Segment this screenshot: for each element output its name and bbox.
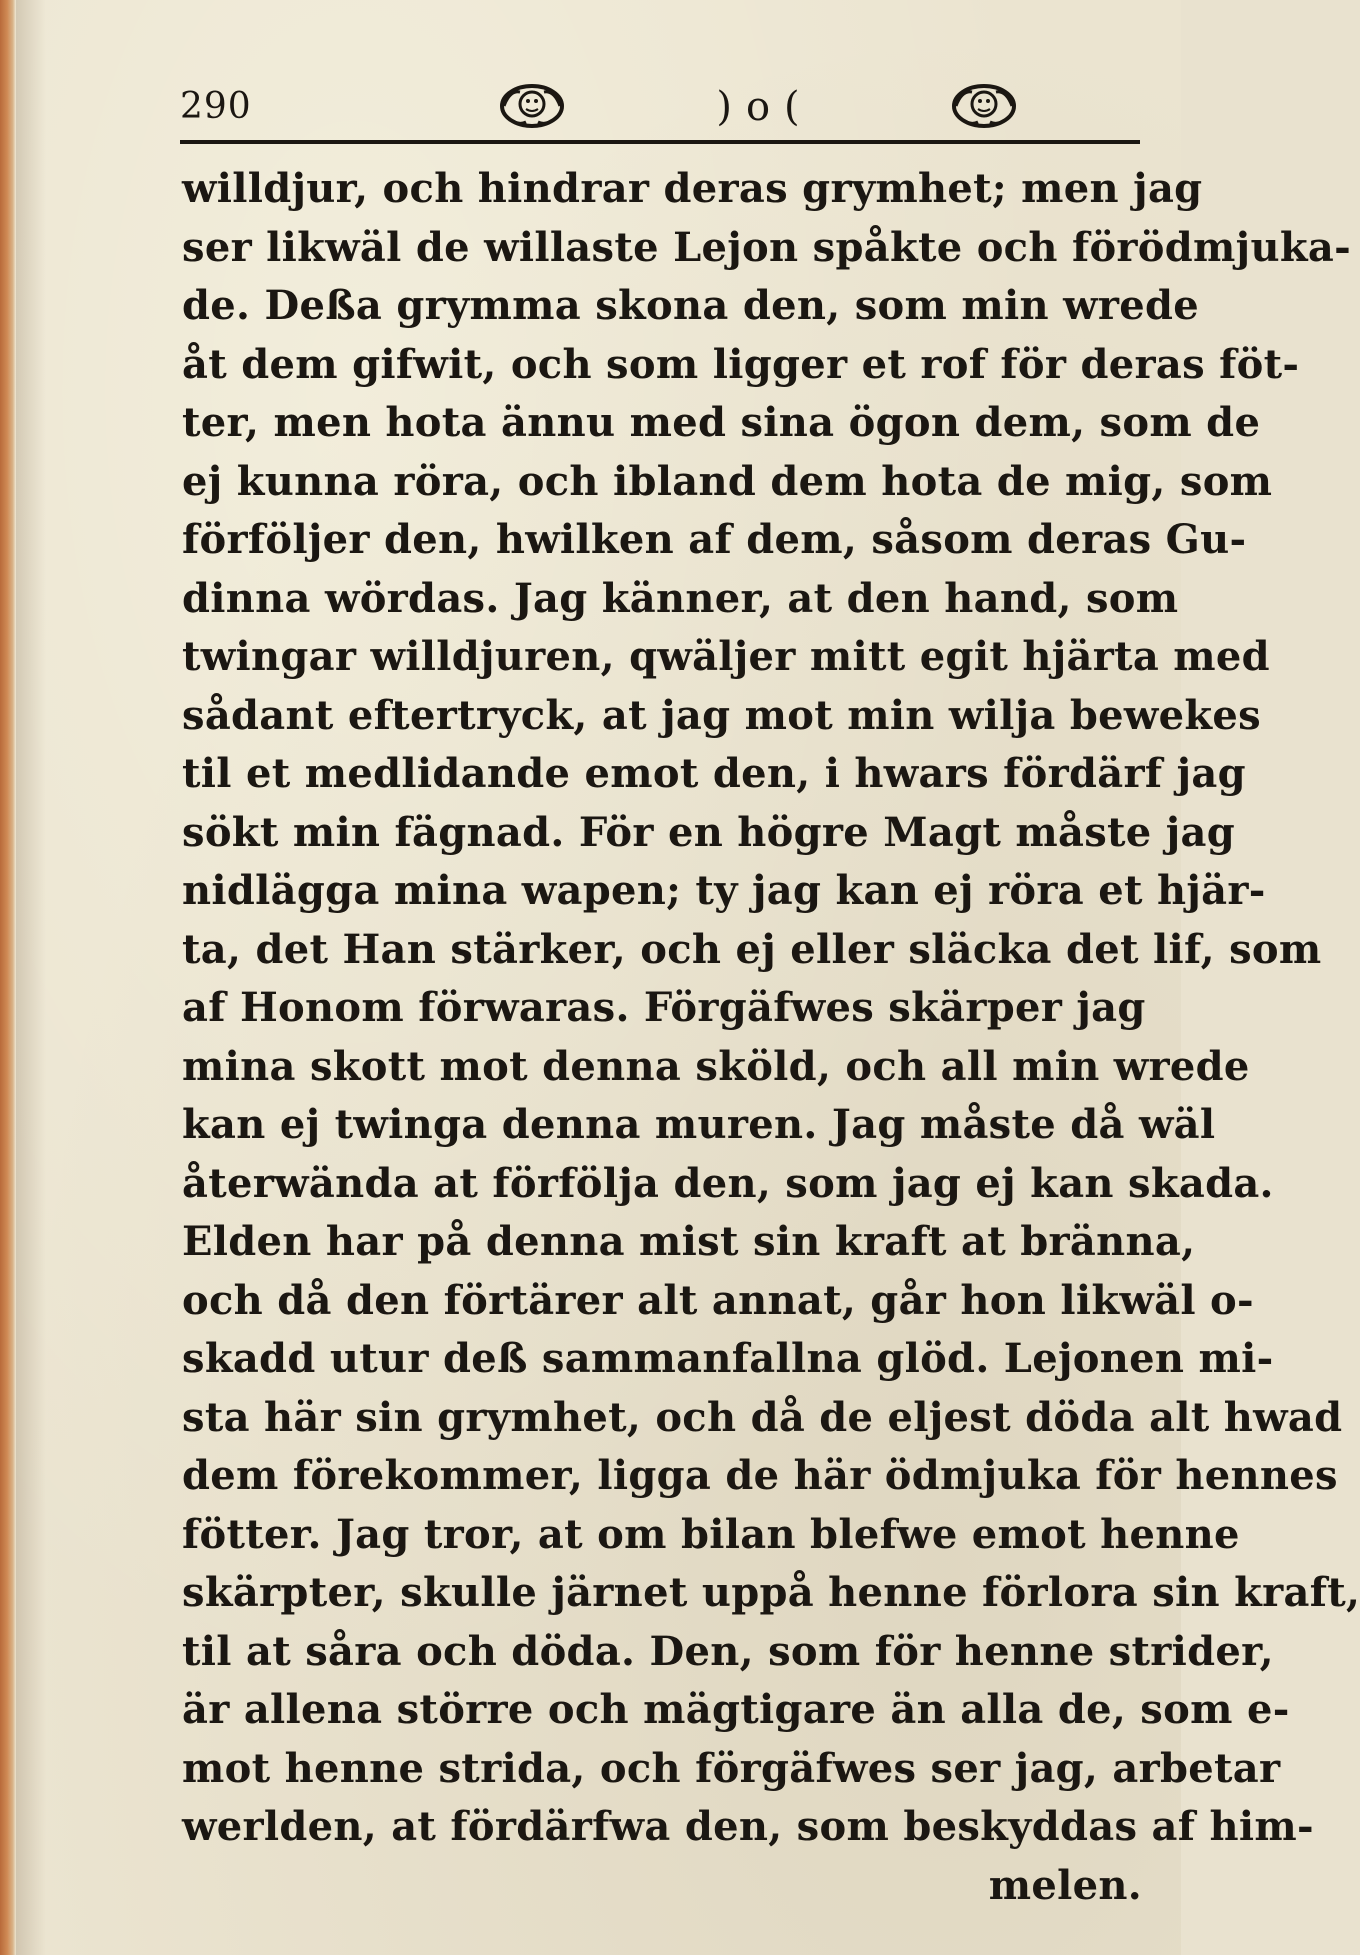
text-line: återwända at förfölja den, som jag ej kan skada. <box>182 1159 1274 1207</box>
header-separator: )o( <box>716 84 814 130</box>
text-line: til at såra och döda. Den, som för henne strider, <box>182 1627 1274 1675</box>
text-line: kan ej twinga denna muren. Jag måste då wäl <box>182 1101 1216 1148</box>
face-ornament-icon <box>950 80 1018 132</box>
running-header <box>180 80 1140 140</box>
text-line: mot henne strida, och förgäfwes ser jag, arbetar <box>182 1744 1281 1792</box>
text-line: de. Deßa grymma skona den, som min wrede <box>182 282 1199 329</box>
text-line: ej kunna röra, och ibland dem hota de mig, som <box>182 457 1273 505</box>
text-line: twingar willdjuren, qwäljer mitt egit hjärta med <box>182 633 1270 680</box>
text-line: åt dem gifwit, och som ligger et rof för deras föt- <box>182 340 1300 388</box>
text-line: skärpter, skulle järnet uppå henne förlora sin kraft, <box>182 1569 1360 1616</box>
page-number: 290 <box>180 86 252 127</box>
text-line-last: melen. <box>988 1861 1142 1909</box>
gutter-shadow <box>16 0 46 1955</box>
text-line: werlden, at fördärfwa den, som beskyddas af him- <box>182 1803 1314 1850</box>
text-line: mina skott mot denna sköld, och all min wrede <box>182 1042 1250 1090</box>
text-line: dinna wördas. Jag känner, at den hand, som <box>182 574 1179 622</box>
text-line: sådant eftertryck, at jag mot min wilja bewekes <box>182 691 1261 739</box>
text-line: är allena större och mägtigare än alla de, som e- <box>182 1686 1290 1733</box>
text-line: ter, men hota ännu med sina ögon dem, som de <box>182 399 1261 446</box>
text-line: willdjur, och hindrar deras grymhet; men jag <box>182 165 1203 212</box>
text-line: skadd utur deß sammanfallna glöd. Lejonen mi- <box>182 1335 1274 1382</box>
text-line: fötter. Jag tror, at om bilan blefwe emot henne <box>182 1510 1240 1558</box>
face-ornament-icon <box>498 80 566 132</box>
text-line: ser likwäl de willaste Lejon spåkte och förödmjuka- <box>182 223 1351 271</box>
text-line: nidlägga mina wapen; ty jag kan ej röra et hjär- <box>182 867 1266 914</box>
text-line: Elden har på denna mist sin kraft at bränna, <box>182 1218 1196 1265</box>
header-rule <box>180 140 1140 144</box>
text-line: sökt min fägnad. För en högre Magt måste jag <box>182 808 1236 856</box>
text-line: sta här sin grymhet, och då de eljest döda alt hwad <box>182 1393 1343 1441</box>
text-line: förföljer den, hwilken af dem, såsom deras Gu- <box>182 516 1247 563</box>
book-spine-edge <box>0 0 16 1955</box>
body-text <box>182 160 1360 1915</box>
text-line: af Honom förwaras. Förgäfwes skärper jag <box>182 984 1146 1031</box>
text-line: dem förekommer, ligga de här ödmjuka för hennes <box>182 1452 1338 1499</box>
text-line: til et medlidande emot den, i hwars fördärf jag <box>182 750 1246 797</box>
text-line: ta, det Han stärker, och ej eller släcka det lif, som <box>182 925 1322 973</box>
text-line: och då den förtärer alt annat, går hon likwäl o- <box>182 1276 1254 1324</box>
